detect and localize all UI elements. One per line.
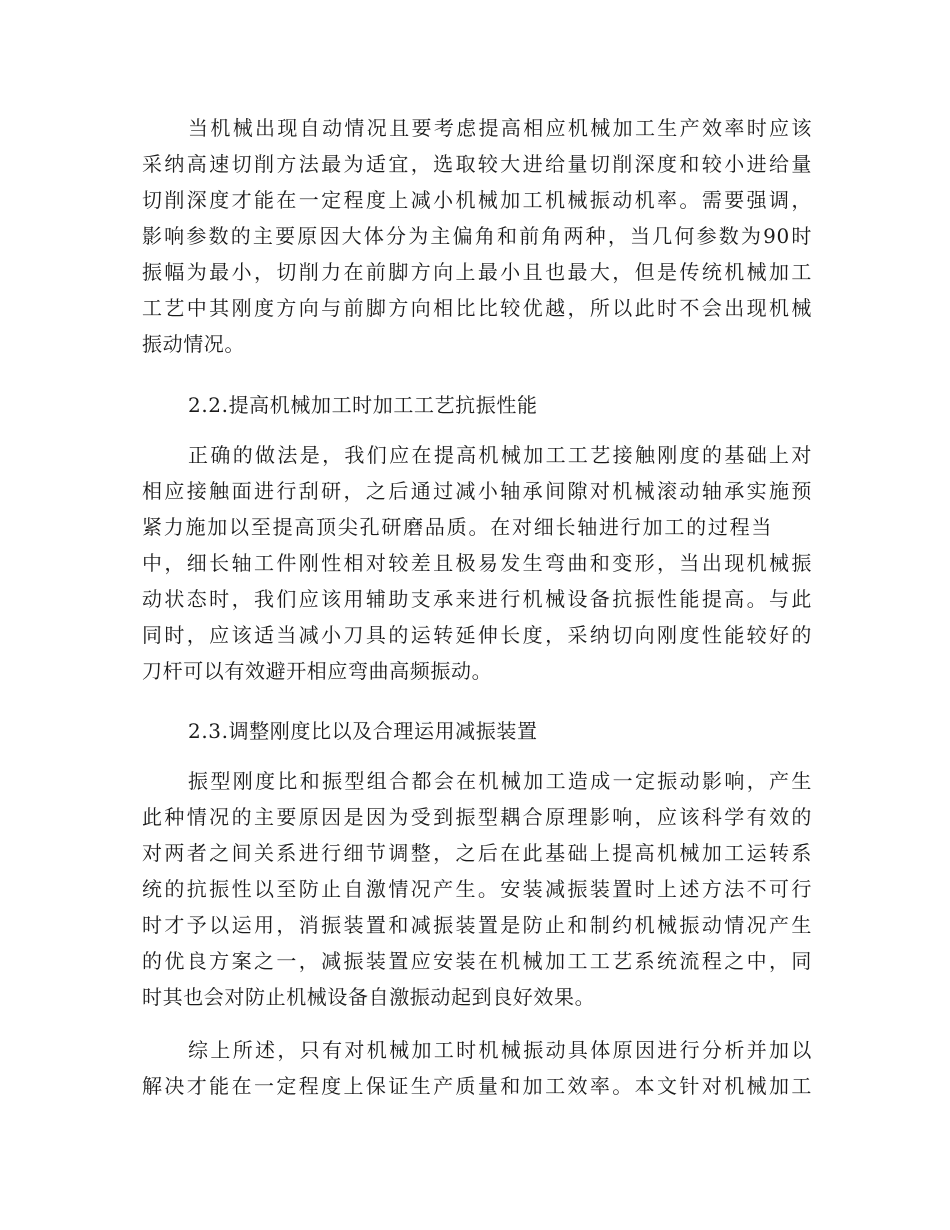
paragraph-4 <box>142 1032 812 1104</box>
paragraph-line: 采纳高速切削方法最为适宜，选取较大进给量切削深度和较小进给量 <box>142 152 812 176</box>
paragraph-line: 工艺中其刚度方向与前脚方向相比比较优越，所以此时不会出现机械 <box>142 296 812 320</box>
paragraph-line: 振型刚度比和振型组合都会在机械加工造成一定振动影响，产生 <box>188 769 812 793</box>
paragraph-3 <box>142 763 812 1015</box>
paragraph-line: 中，细长轴工件刚性相对较差且极易发生弯曲和变形，当出现机械振 <box>142 551 812 575</box>
paragraph-line: 统的抗振性以至防止自激情况产生。安装减振装置时上述方法不可行 <box>142 877 812 901</box>
paragraph-line: 刀杆可以有效避开相应弯曲高频振动。 <box>142 659 493 683</box>
paragraph-line: 影响参数的主要原因大体分为主偏角和前角两种，当几何参数为90时 <box>142 224 812 248</box>
paragraph-line: 正确的做法是，我们应在提高机械加工工艺接触刚度的基础上对 <box>188 443 812 467</box>
section-heading-2-2: 2.2.提高机械加工时加工工艺抗振性能 <box>188 393 538 417</box>
paragraph-line: 此种情况的主要原因是因为受到振型耦合原理影响，应该科学有效的 <box>142 805 812 829</box>
paragraph-line: 时才予以运用，消振装置和减振装置是防止和制约机械振动情况产生 <box>142 913 812 937</box>
paragraph-line: 当机械出现自动情况且要考虑提高相应机械加工生产效率时应该 <box>188 116 812 140</box>
paragraph-line: 解决才能在一定程度上保证生产质量和加工效率。本文针对机械加工 <box>142 1074 812 1098</box>
paragraph-line: 动状态时，我们应该用辅助支承来进行机械设备抗振性能提高。与此 <box>142 587 812 611</box>
paragraph-line: 时其也会对防止机械设备自激振动起到良好效果。 <box>142 985 596 1009</box>
paragraph-line: 紧力施加以至提高顶尖孔研磨品质。在对细长轴进行加工的过程当 <box>142 515 772 539</box>
section-heading-2-3: 2.3.调整刚度比以及合理运用减振装置 <box>188 719 538 743</box>
paragraph-line: 同时，应该适当减小刀具的运转延伸长度，采纳切向刚度性能较好的 <box>142 623 812 647</box>
paragraph-line: 的优良方案之一，减振装置应安装在机械加工工艺系统流程之中，同 <box>142 949 812 973</box>
paragraph-2 <box>142 437 812 689</box>
paragraph-1 <box>142 110 812 362</box>
paragraph-line: 切削深度才能在一定程度上减小机械加工机械振动机率。需要强调， <box>142 188 812 212</box>
paragraph-line: 综上所述，只有对机械加工时机械振动具体原因进行分析并加以 <box>188 1038 812 1062</box>
paragraph-line: 相应接触面进行刮研，之后通过减小轴承间隙对机械滚动轴承实施预 <box>142 479 812 503</box>
paragraph-line: 振幅为最小，切削力在前脚方向上最小且也最大，但是传统机械加工 <box>142 260 812 284</box>
paragraph-line: 振动情况。 <box>142 332 245 356</box>
paragraph-line: 对两者之间关系进行细节调整，之后在此基础上提高机械加工运转系 <box>142 841 812 865</box>
